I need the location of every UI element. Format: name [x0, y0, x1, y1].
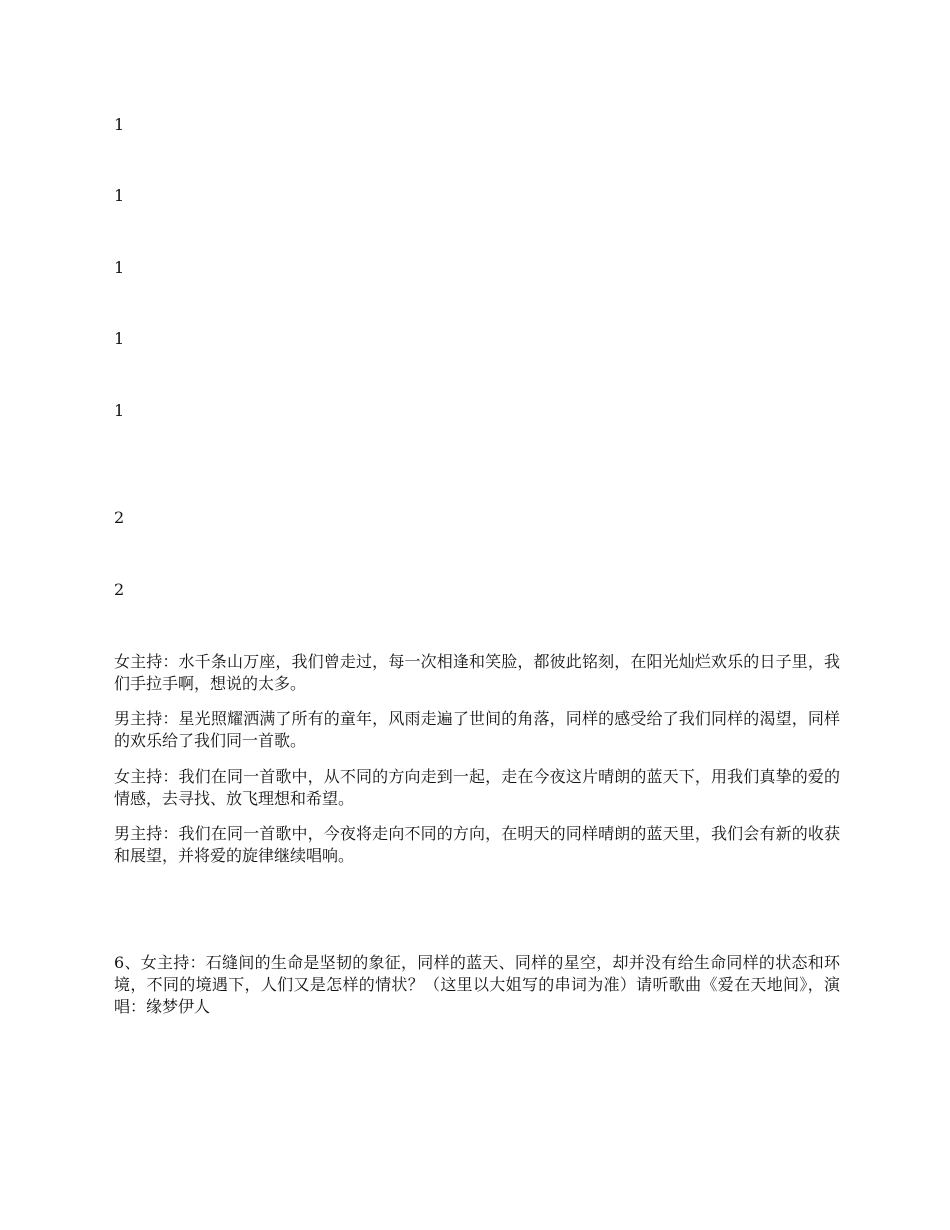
host-line-female-1: 女主持：水千条山万座，我们曾走过，每一次相逢和笑脸，都彼此铭刻，在阳光灿烂欢乐的日子里，我们手拉手啊，想说的太多。	[114, 652, 840, 693]
list-number-5: 1	[114, 401, 125, 420]
list-number-2: 1	[114, 186, 125, 205]
list-number-4: 1	[114, 329, 125, 348]
list-number-7: 2	[114, 580, 125, 599]
host-line-female-2: 女主持：我们在同一首歌中，从不同的方向走到一起，走在今夜这片晴朗的蓝天下，用我们真挚的爱的情感，去寻找、放飞理想和希望。	[114, 767, 840, 808]
program-item-6: 6、女主持：石缝间的生命是坚韧的象征，同样的蓝天、同样的星空，却并没有给生命同样的状态和环境，不同的境遇下，人们又是怎样的情状？（这里以大姐写的串词为准）请听歌曲《爱在天地间》，演唱：缘梦伊人	[114, 953, 840, 1016]
host-line-male-2: 男主持：我们在同一首歌中，今夜将走向不同的方向，在明天的同样晴朗的蓝天里，我们会有新的收获和展望，并将爱的旋律继续唱响。	[114, 824, 840, 865]
host-line-male-1: 男主持：星光照耀洒满了所有的童年，风雨走遍了世间的角落，同样的感受给了我们同样的渴望，同样的欢乐给了我们同一首歌。	[114, 709, 840, 750]
list-number-1: 1	[114, 115, 125, 134]
list-number-6: 2	[114, 508, 125, 527]
list-number-3: 1	[114, 258, 125, 277]
